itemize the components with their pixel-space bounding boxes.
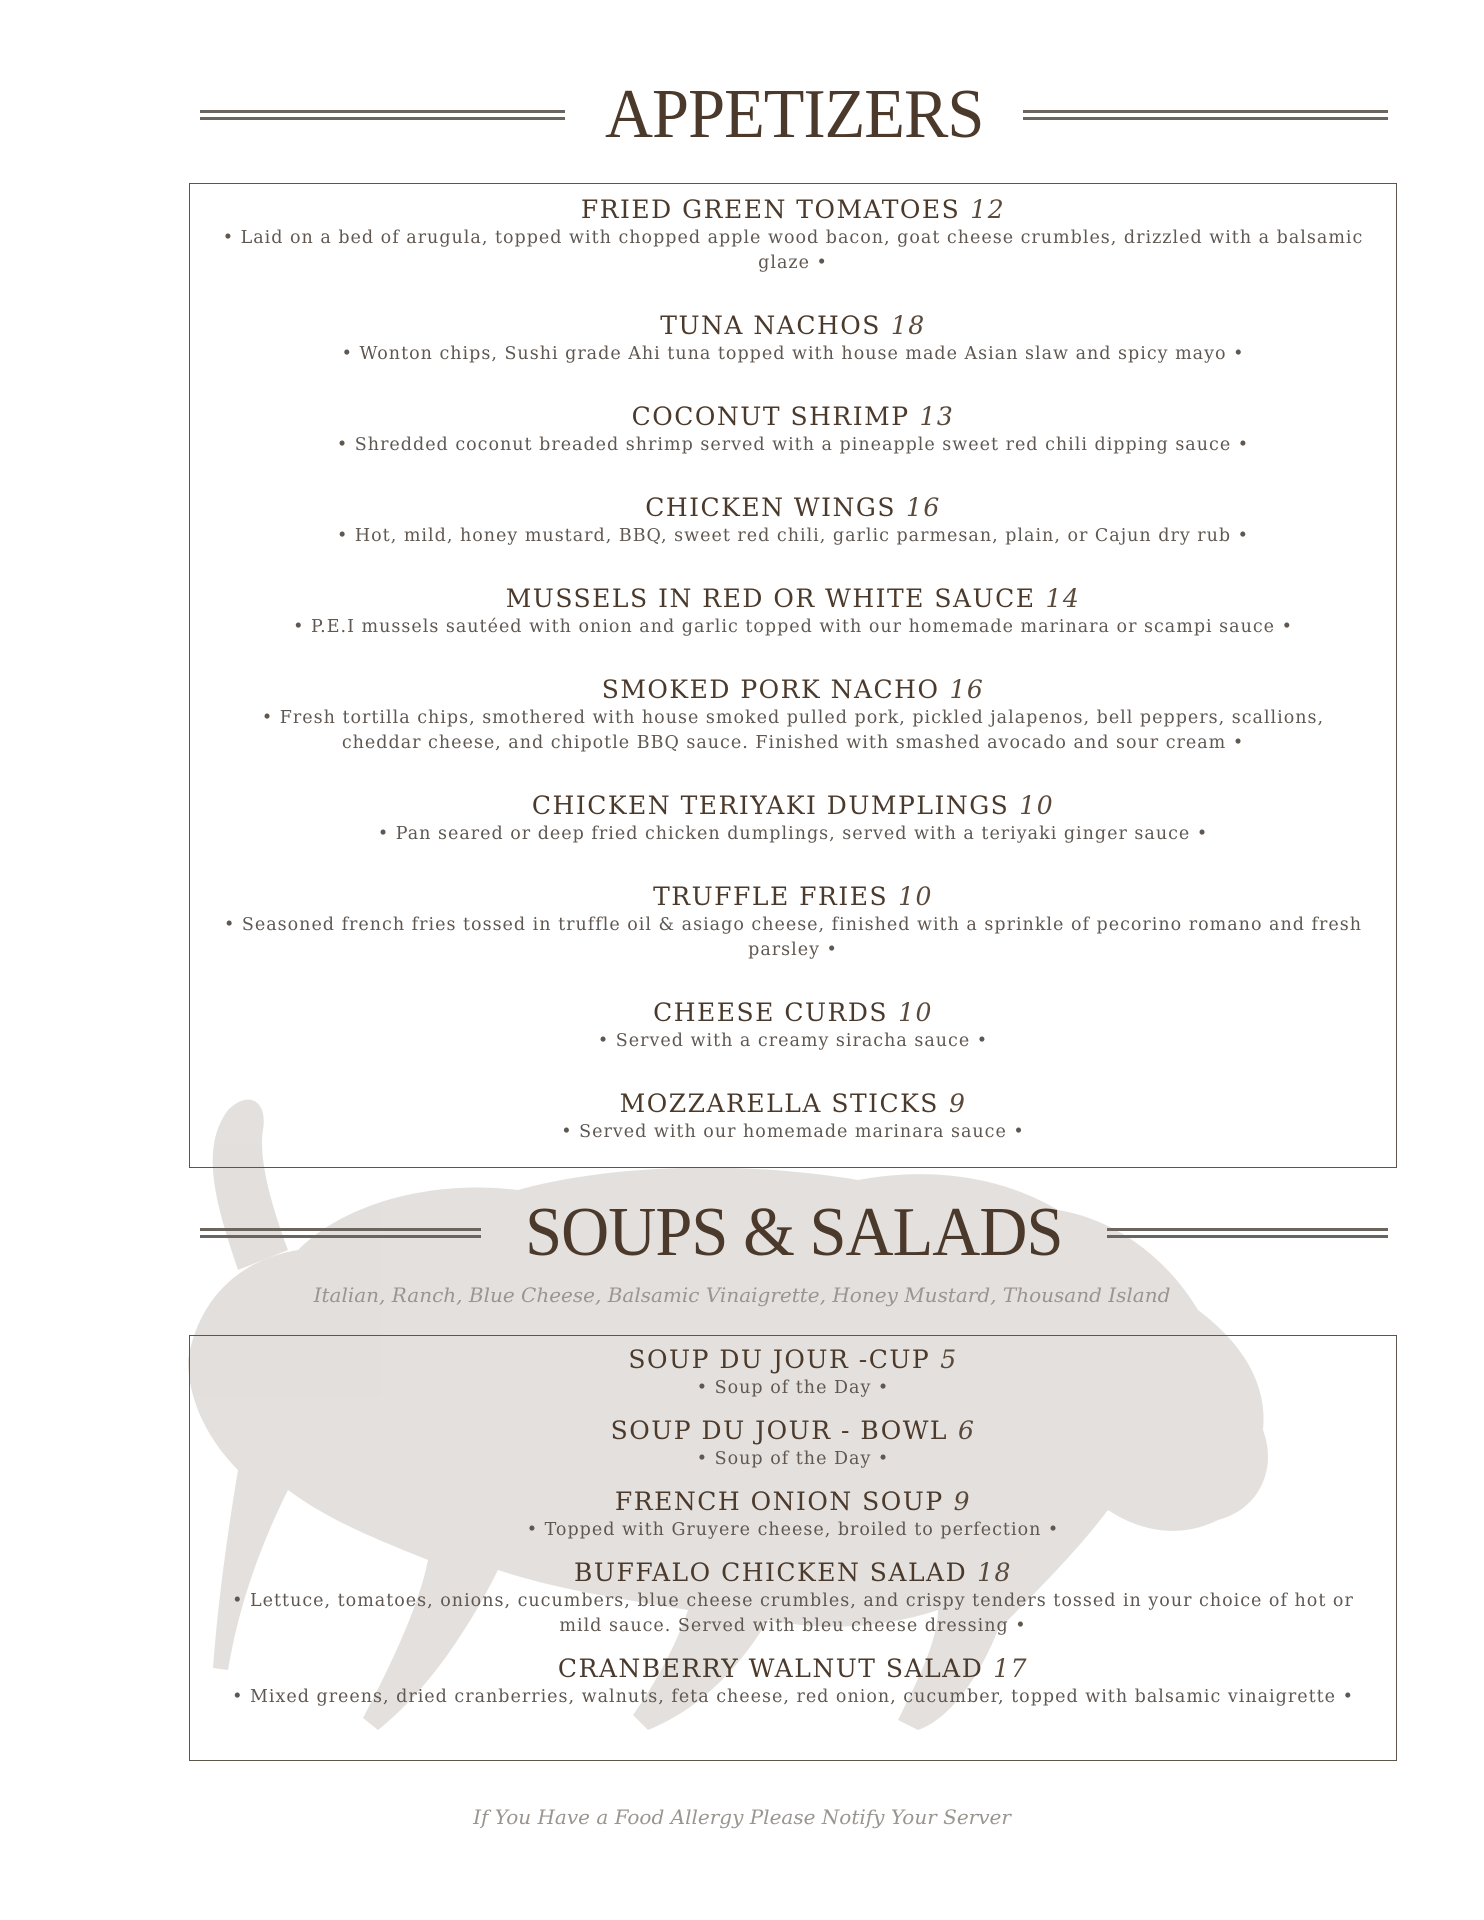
menu-item: [190, 1557, 1396, 1639]
item-title: [190, 881, 1396, 913]
item-name: COCONUT SHRIMP: [631, 402, 910, 431]
item-name: FRENCH ONION SOUP: [614, 1487, 944, 1516]
item-name: CHICKEN WINGS: [645, 493, 896, 522]
soups-salads-menu-box: [189, 1335, 1397, 1761]
menu-item: [190, 583, 1396, 640]
item-description: • Hot, mild, honey mustard, BBQ, sweet red chili, garlic parmesan, plain, or Cajun dry rub •: [336, 526, 1249, 546]
menu-item: [190, 492, 1396, 549]
item-title: [190, 194, 1396, 226]
item-title: [190, 1415, 1396, 1447]
item-price: 12: [970, 195, 1006, 224]
item-title: [190, 674, 1396, 706]
menu-item: [190, 1088, 1396, 1145]
item-description: • Soup of the Day •: [696, 1378, 890, 1398]
item-title: [190, 1344, 1396, 1376]
item-title: [190, 492, 1396, 524]
item-description: • Served with a creamy siracha sauce •: [597, 1031, 989, 1051]
appetizers-title: APPETIZERS: [604, 76, 984, 153]
item-description: • Soup of the Day •: [696, 1449, 890, 1469]
item-title: [190, 401, 1396, 433]
menu-item: [190, 674, 1396, 756]
menu-item: [190, 1486, 1396, 1543]
menu-item: [190, 1415, 1396, 1472]
soups-salads-header: [200, 1188, 1388, 1278]
item-price: 10: [898, 882, 933, 911]
menu-item: [190, 401, 1396, 458]
menu-item: [190, 1653, 1396, 1710]
item-description: • Topped with Gruyere cheese, broiled to perfection •: [526, 1520, 1060, 1540]
item-title: [190, 1486, 1396, 1518]
menu-item: [190, 310, 1396, 367]
item-title: [190, 1088, 1396, 1120]
item-price: 13: [919, 402, 955, 431]
soups-salads-title: SOUPS & SALADS: [525, 1194, 1063, 1271]
menu-item: [190, 790, 1396, 847]
item-price: 18: [890, 311, 926, 340]
item-price: 16: [905, 493, 941, 522]
item-name: SOUP DU JOUR -CUP: [628, 1345, 931, 1374]
left-double-rule: [200, 1228, 481, 1238]
item-description: • Pan seared or deep fried chicken dumplings, served with a teriyaki ginger sauce •: [377, 824, 1209, 844]
item-name: MUSSELS IN RED OR WHITE SAUCE: [505, 584, 1036, 613]
left-double-rule: [200, 110, 565, 120]
item-name: SMOKED PORK NACHO: [601, 675, 940, 704]
dressing-options: Italian, Ranch, Blue Cheese, Balsamic Vinaigrette, Honey Mustard, Thousand Island: [313, 1283, 1171, 1307]
item-name: CHICKEN TERIYAKI DUMPLINGS: [531, 791, 1010, 820]
menu-item: [190, 881, 1396, 963]
menu-item: [190, 1344, 1396, 1401]
item-price: 5: [940, 1345, 958, 1374]
item-price: 9: [948, 1089, 967, 1118]
item-name: BUFFALO CHICKEN SALAD: [574, 1558, 968, 1587]
item-price: 6: [958, 1416, 976, 1445]
item-price: 18: [977, 1558, 1012, 1587]
item-price: 10: [1019, 791, 1055, 820]
item-description: • Laid on a bed of arugula, topped with chopped apple wood bacon, goat cheese crumbles, drizzled with a balsamic glaze •: [222, 228, 1364, 273]
item-description: • Mixed greens, dried cranberries, walnuts, feta cheese, red onion, cucumber, topped with balsamic vinaigrette •: [232, 1687, 1354, 1707]
allergy-note: If You Have a Food Allergy Please Notify Your Server: [473, 1805, 1011, 1829]
item-name: FRIED GREEN TOMATOES: [580, 195, 961, 224]
item-name: CRANBERRY WALNUT SALAD: [557, 1654, 984, 1683]
item-description: • Lettuce, tomatoes, onions, cucumbers, blue cheese crumbles, and crispy tenders tossed in your choice of hot or mild sauce. Served with bleu cheese dressing •: [232, 1591, 1354, 1636]
item-price: 17: [993, 1654, 1029, 1683]
item-name: TRUFFLE FRIES: [653, 882, 889, 911]
item-description: • Served with our homemade marinara sauce •: [561, 1122, 1025, 1142]
right-double-rule: [1107, 1228, 1388, 1238]
item-description: • Shredded coconut breaded shrimp served with a pineapple sweet red chili dipping sauce •: [336, 435, 1250, 455]
item-title: [190, 1653, 1396, 1685]
item-description: • P.E.I mussels sautéed with onion and garlic topped with our homemade marinara or scampi sauce •: [293, 617, 1293, 637]
item-price: 14: [1045, 584, 1081, 613]
item-name: TUNA NACHOS: [660, 311, 881, 340]
menu-item: [190, 194, 1396, 276]
right-double-rule: [1023, 110, 1388, 120]
item-price: 16: [949, 675, 985, 704]
item-title: [190, 310, 1396, 342]
item-title: [190, 583, 1396, 615]
item-name: SOUP DU JOUR - BOWL: [610, 1416, 948, 1445]
item-price: 9: [953, 1487, 972, 1516]
menu-item: [190, 997, 1396, 1054]
appetizers-header: [200, 70, 1388, 160]
item-name: CHEESE CURDS: [653, 998, 889, 1027]
item-description: • Seasoned french fries tossed in truffle oil & asiago cheese, finished with a sprinkle of pecorino romano and fresh parsley •: [224, 915, 1362, 960]
appetizers-menu-box: [189, 183, 1397, 1168]
item-description: • Fresh tortilla chips, smothered with house smoked pulled pork, pickled jalapenos, bell peppers, scallions, cheddar cheese, and chipotle BBQ sauce. Finished with smashed avocado and sour cream •: [261, 708, 1325, 753]
item-description: • Wonton chips, Sushi grade Ahi tuna topped with house made Asian slaw and spicy mayo •: [341, 344, 1245, 364]
item-title: [190, 790, 1396, 822]
item-title: [190, 1557, 1396, 1589]
item-name: MOZZARELLA STICKS: [619, 1089, 939, 1118]
item-title: [190, 997, 1396, 1029]
item-price: 10: [898, 998, 933, 1027]
